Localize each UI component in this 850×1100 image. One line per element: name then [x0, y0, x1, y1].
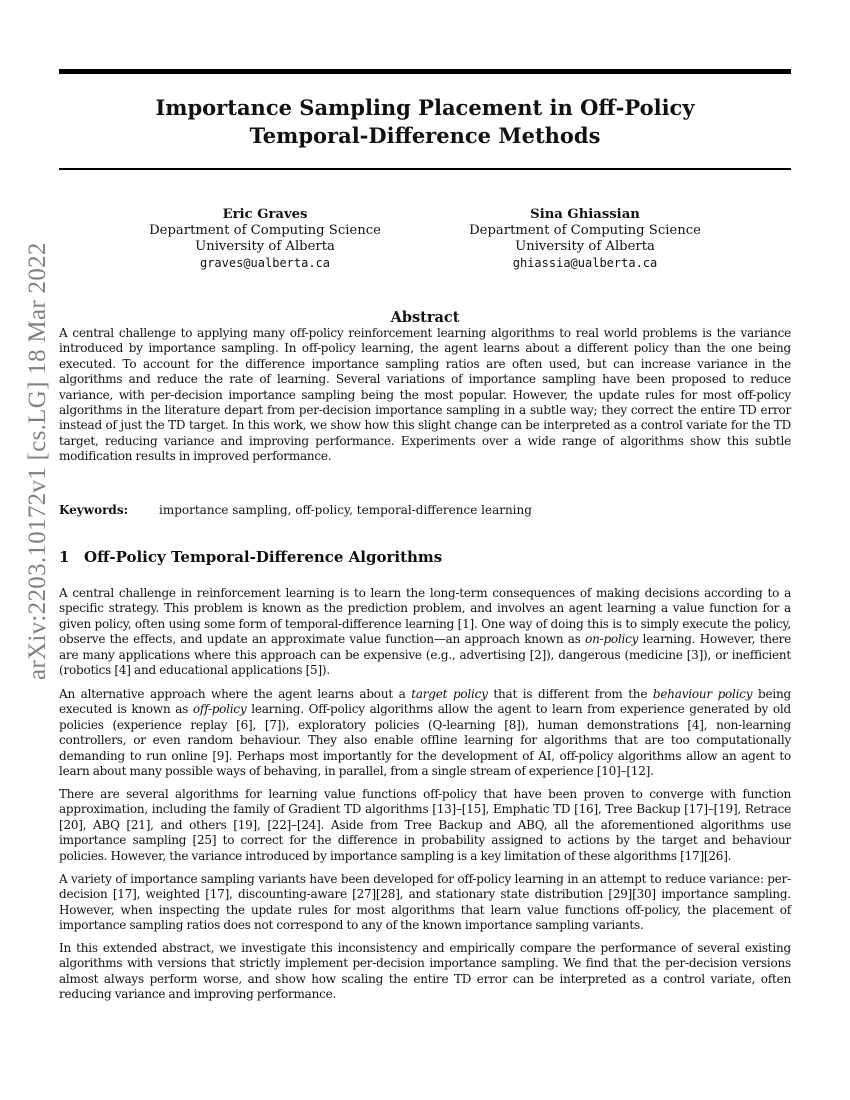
author-name: Sina Ghiassian — [530, 207, 640, 222]
section-paragraph-1 — [59, 586, 791, 678]
author-department: Department of Computing Science — [149, 223, 381, 238]
author-block-1 — [120, 207, 410, 271]
paper-title — [59, 94, 791, 150]
keywords-label: Keywords: — [59, 503, 129, 517]
paragraph-text: that is different from the — [487, 687, 653, 701]
title-bottom-rule — [59, 168, 791, 170]
section-paragraph-5: In this extended abstract, we investigate this inconsistency and empirically compare the performance of several existing algorithms with versions that strictly implement per-decision importance sampling. We find that the per-decision versions almost always perform worse, and show how scaling the entire TD error can be interpreted as a control variate, often reducing variance and improving performance. — [59, 941, 791, 1002]
author-block-2 — [440, 207, 730, 271]
paragraph-text: A central challenge in reinforcement learning is to learn the long-term consequences of making decisions according to a specific strategy. This problem is known as the prediction problem, and involves an agent learning a value function for a given policy, often using some form of temporal-difference learning [1]. One way of doing this is to simply execute the policy, observe the effects, and update an approximate value function—an approach known as — [59, 586, 791, 647]
keywords-line — [59, 503, 532, 517]
abstract-text: A central challenge to applying many off-policy reinforcement learning algorithms to real world problems is the variance introduced by importance sampling. In off-policy learning, the agent learns about a different policy than the one being executed. To account for the difference importance sampling ratios are often used, but can increase variance in the algorithms and reduce the rate of learning. Several variations of importance sampling have been proposed to reduce variance, with per-decision importance sampling being the most popular. However, the update rules for most off-policy algorithms in the literature depart from per-decision importance sampling in a subtle way; they correct the entire TD error instead of just the TD target. In this work, we show how this slight change can be interpreted as a control variate for the TD target, reducing variance and improving performance. Experiments over a wide range of algorithms show this subtle modification results in improved performance. — [59, 326, 791, 464]
title-line-1: Importance Sampling Placement in Off-Policy — [155, 95, 695, 120]
section-title: Off-Policy Temporal-Difference Algorithms — [84, 548, 443, 566]
author-email: ghiassia@ualberta.ca — [512, 256, 658, 270]
author-email: graves@ualberta.ca — [199, 256, 331, 270]
emphasis-text: behaviour policy — [652, 687, 753, 701]
section-paragraph-2 — [59, 687, 791, 779]
paragraph-text: An alternative approach where the agent learns about a — [59, 687, 412, 701]
section-paragraph-4: A variety of importance sampling variants have been developed for off-policy learning in an attempt to reduce variance: per-decision [17], weighted [17], discounting-aware [27][28], and stationary state distribution [29][30] importance sampling. However, when inspecting the update rules for most algorithms that learn value functions off-policy, the placement of importance sampling ratios does not correspond to any of the known importance sampling variants. — [59, 872, 791, 933]
title-line-2: Temporal-Difference Methods — [249, 123, 601, 148]
section-heading — [59, 548, 442, 566]
author-name: Eric Graves — [222, 207, 308, 222]
author-institution: University of Alberta — [515, 239, 655, 254]
author-institution: University of Alberta — [195, 239, 335, 254]
title-top-rule — [59, 69, 791, 74]
section-number: 1 — [59, 548, 70, 566]
author-department: Department of Computing Science — [469, 223, 701, 238]
paragraph-text: being executed is known as — [59, 687, 791, 717]
section-paragraph-3: There are several algorithms for learning value functions off-policy that have been proven to converge with function approximation, including the family of Gradient TD algorithms [13]–[15], Emphatic TD [16], Tree Backup [17]–[19], Retrace [20], ABQ [21], and others [19], [22]–[24]. Aside from Tree Backup and ABQ, all the aforementioned algorithms use importance sampling [25] to correct for the difference in probability assigned to actions by the target and behaviour policies. However, the variance introduced by importance sampling is a key limitation of these algorithms [17][26]. — [59, 787, 791, 863]
keywords-text: importance sampling, off-policy, temporal-difference learning — [159, 503, 532, 517]
emphasis-text: target policy — [411, 687, 488, 701]
emphasis-text: on-policy — [585, 632, 639, 647]
paragraph-text: learning. Off-policy algorithms allow the agent to learn from experience generated by old policies (experience replay [6], [7]), exploratory policies (Q-learning [8]), human demonstrations [4], non-learning controllers, or even random behaviour. They also enable offline learning for algorithms that are too computationally demanding to run online [9]. Perhaps most importantly for the development of AI, off-policy algorithms allow an agent to learn about many possible ways of behaving, in parallel, from a single stream of experience [10]–[12]. — [59, 702, 791, 779]
emphasis-text: off-policy — [192, 702, 247, 717]
arxiv-identifier: arXiv:2203.10172v1 [cs.LG] 18 Mar 2022 — [24, 242, 51, 680]
paragraph-text: learning. However, there are many applications where this approach can be expensive (e.g., advertising [2]), dangerous (medicine [3]), or inefficient (robotics [4] and educational applications [5]). — [59, 632, 791, 678]
abstract-heading: Abstract — [390, 309, 460, 326]
